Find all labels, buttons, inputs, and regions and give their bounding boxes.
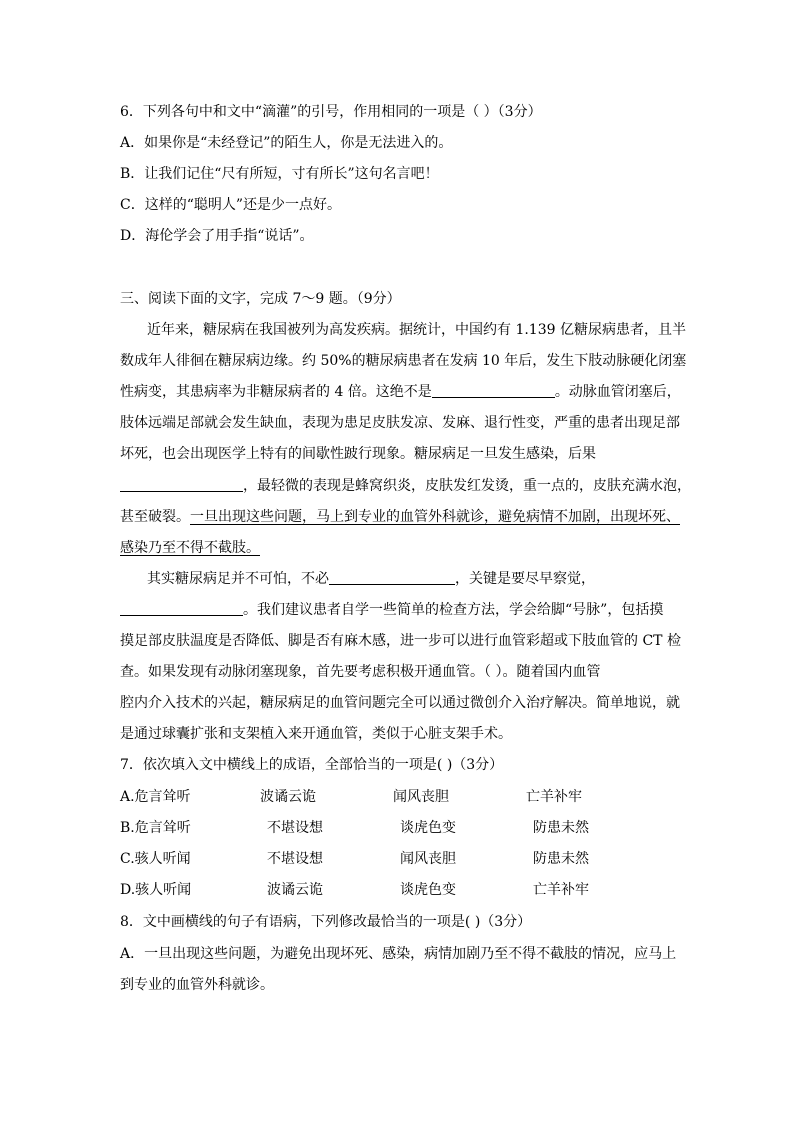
q6-option-d: D．海伦学会了用手指“说话”。	[120, 228, 314, 244]
passage-p2-line2	[120, 600, 680, 620]
passage-p1-line7	[120, 507, 680, 527]
q7-option-a-choice: 亡羊补牢	[526, 789, 582, 805]
section3-heading: 三、阅读下面的文字，完成 7～9 题。（9分）	[120, 291, 401, 307]
passage-text: 甚至破裂。	[120, 509, 190, 525]
passage-p1-line2: 数成年人徘徊在糖尿病边缘。约 50%的糖尿病患者在发病 10 年后，发生下肢动脉硬化闭塞	[120, 353, 687, 369]
q7-option-d-label: D.骇人听闻	[120, 882, 192, 898]
q7-option-a-label: A.危言耸听	[120, 789, 191, 805]
underlined-sentence: 一旦出现这些问题，马上到专业的血管外科就诊，避免病情不加剧，出现坏死、	[190, 509, 680, 525]
fill-blank-2	[120, 477, 243, 492]
fill-blank-3	[329, 570, 455, 585]
q7-option-a-choice: 波谲云诡	[260, 789, 316, 805]
q7-option-b-choice: 不堪设想	[267, 820, 323, 836]
underlined-sentence: 感染乃至不得不截肢。	[120, 540, 260, 556]
passage-text: 性病变，其患病率为非糖尿病者的 4 倍。这绝不是	[120, 384, 432, 400]
passage-p1-line1: 近年来，糖尿病在我国被列为高发疾病。据统计，中国约有 1.139 亿糖尿病患者，且半	[147, 322, 686, 338]
passage-text: 其实糖尿病足并不可怕，不必	[147, 571, 329, 587]
q7-option-a-choice: 闻风丧胆	[393, 789, 449, 805]
q8-stem: 8．文中画横线的句子有语病，下列修改最恰当的一项是( )（3分）	[120, 914, 532, 930]
passage-p1-line3	[120, 382, 680, 402]
q7-option-d-choice: 亡羊补牢	[533, 882, 589, 898]
passage-p1-line8	[120, 538, 680, 558]
q6-option-c: C．这样的“聪明人”还是少一点好。	[120, 197, 342, 213]
q7-option-c-choice: 防患未然	[533, 851, 589, 867]
q7-option-b-choice: 谈虎色变	[400, 820, 456, 836]
q6-option-a: A．如果你是“未经登记”的陌生人，你是无法进入的。	[120, 135, 453, 151]
q7-option-c-choice: 不堪设想	[267, 851, 323, 867]
passage-text: ，最轻微的表现是蜂窝织炎，皮肤发红发烫，重一点的，皮肤充满水泡，	[243, 478, 691, 494]
q7-option-b-choice: 防患未然	[533, 820, 589, 836]
passage-p2-line4: 查。如果发现有动脉闭塞现象，首先要考虑积极开通血管。（ ）。随着国内血管	[120, 664, 601, 680]
q7-option-d-choice: 波谲云诡	[267, 882, 323, 898]
passage-p1-line4: 肢体远端足部就会发生缺血，表现为患足皮肤发凉、发麻、退行性变，严重的患者出现足部	[120, 415, 680, 431]
q6-option-b: B．让我们记住“尺有所短，寸有所长”这句名言吧！	[120, 166, 439, 182]
passage-p1-line5: 坏死，也会出现医学上特有的间歇性跛行现象。糖尿病足一旦发生感染，后果	[120, 446, 596, 462]
passage-p2-line3: 摸足部皮肤温度是否降低、脚是否有麻木感，进一步可以进行血管彩超或下肢血管的 CT 检	[120, 633, 681, 649]
q7-stem: 7．依次填入文中横线上的成语，全部恰当的一项是( )（3分）	[120, 757, 504, 773]
passage-p2-line1	[147, 569, 707, 589]
q8-option-a-line1: A．一旦出现这些问题，为避免出现坏死、感染，病情加剧乃至不得不截肢的情况，应马上	[120, 946, 677, 962]
passage-p1-line6	[120, 476, 691, 496]
q7-option-c-label: C.骇人听闻	[120, 851, 191, 867]
passage-text: 。我们建议患者自学一些简单的检查方法，学会给脚“号脉”，包括摸	[243, 602, 664, 618]
q6-stem: 6．下列各句中和文中“滴灌”的引号，作用相同的一项是（ ）（3分）	[120, 104, 542, 120]
q7-option-d-choice: 谈虎色变	[400, 882, 456, 898]
q7-option-b-label: B.危言耸听	[120, 820, 191, 836]
passage-text: 。动脉血管闭塞后，	[554, 384, 681, 400]
passage-p2-line6: 是通过球囊扩张和支架植入来开通血管，类似于心脏支架手术。	[120, 726, 512, 742]
passage-p2-line5: 腔内介入技术的兴起，糖尿病足的血管问题完全可以通过微创介入治疗解决。简单地说，就	[120, 695, 680, 711]
fill-blank-1	[432, 383, 555, 398]
q8-option-a-line2: 到专业的血管外科就诊。	[120, 977, 274, 993]
fill-blank-4	[120, 601, 243, 616]
q7-option-c-choice: 闻风丧胆	[400, 851, 456, 867]
passage-text: ，关键是要尽早察觉，	[455, 571, 595, 587]
